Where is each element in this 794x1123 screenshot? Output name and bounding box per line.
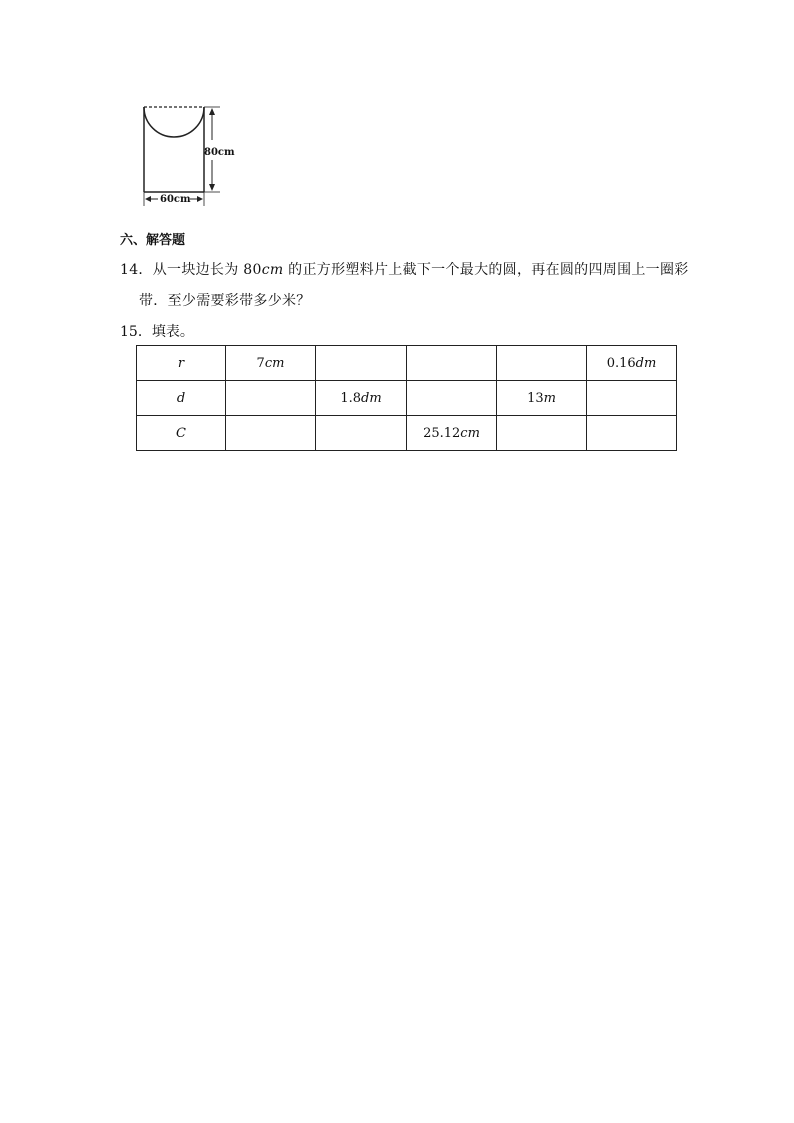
cell-unit: cm bbox=[460, 425, 480, 441]
question-15 bbox=[120, 321, 194, 341]
cell-number: 1.8 bbox=[340, 390, 362, 406]
question-15-text: 填表。 bbox=[151, 324, 194, 340]
table-cell[interactable] bbox=[497, 381, 587, 416]
table-cell[interactable] bbox=[407, 381, 497, 416]
cell-unit: m bbox=[543, 390, 556, 406]
table-cell[interactable] bbox=[226, 346, 316, 381]
question-14-value: 80 bbox=[243, 262, 262, 278]
question-14-text-before: 从一块边长为 bbox=[152, 262, 244, 278]
question-14-text-after: 的正方形塑料片上截下一个最大的圆，再在圆的四周围上一圈彩 bbox=[283, 262, 689, 278]
rectangle-semicircle-diagram bbox=[128, 100, 248, 215]
table-cell[interactable] bbox=[407, 346, 497, 381]
question-15-number: 15． bbox=[120, 324, 152, 340]
arrowhead-up-icon bbox=[209, 108, 215, 115]
semicircle-arc bbox=[144, 107, 204, 137]
width-label: 60cm bbox=[160, 194, 191, 205]
cell-number: 7 bbox=[256, 355, 265, 371]
question-14-line1 bbox=[120, 259, 689, 279]
row-label: r bbox=[137, 346, 226, 381]
table-cell[interactable] bbox=[226, 416, 316, 451]
arrowhead-right-icon bbox=[197, 196, 203, 202]
fill-table-body bbox=[137, 346, 677, 451]
fill-table bbox=[136, 345, 677, 451]
table-cell[interactable] bbox=[497, 416, 587, 451]
arrowhead-left-icon bbox=[145, 196, 151, 202]
table-cell[interactable] bbox=[407, 416, 497, 451]
table-row bbox=[137, 416, 677, 451]
cell-unit: cm bbox=[264, 355, 285, 371]
table-cell[interactable] bbox=[226, 381, 316, 416]
table-cell[interactable] bbox=[316, 416, 407, 451]
row-label: C bbox=[137, 416, 226, 451]
height-label: 80cm bbox=[204, 147, 235, 158]
question-14-line2: 带．至少需要彩带多少米？ bbox=[139, 293, 311, 309]
arrowhead-down-icon bbox=[209, 184, 215, 191]
question-14-number: 14． bbox=[120, 262, 153, 278]
table-cell[interactable] bbox=[587, 346, 677, 381]
table-cell[interactable] bbox=[587, 416, 677, 451]
cell-unit: dm bbox=[635, 355, 657, 371]
question-14-unit: cm bbox=[261, 262, 284, 278]
table-cell[interactable] bbox=[497, 346, 587, 381]
table-row bbox=[137, 346, 677, 381]
shape-figure bbox=[128, 100, 248, 215]
table-cell[interactable] bbox=[587, 381, 677, 416]
cell-number: 25.12 bbox=[423, 425, 461, 441]
cell-number: 13 bbox=[527, 390, 544, 406]
table-cell[interactable] bbox=[316, 381, 407, 416]
table-cell[interactable] bbox=[316, 346, 407, 381]
section-title: 六、解答题 bbox=[120, 233, 186, 248]
cell-number: 0.16 bbox=[606, 355, 636, 371]
row-label: d bbox=[137, 381, 226, 416]
table-row bbox=[137, 381, 677, 416]
cell-unit: dm bbox=[361, 390, 382, 406]
